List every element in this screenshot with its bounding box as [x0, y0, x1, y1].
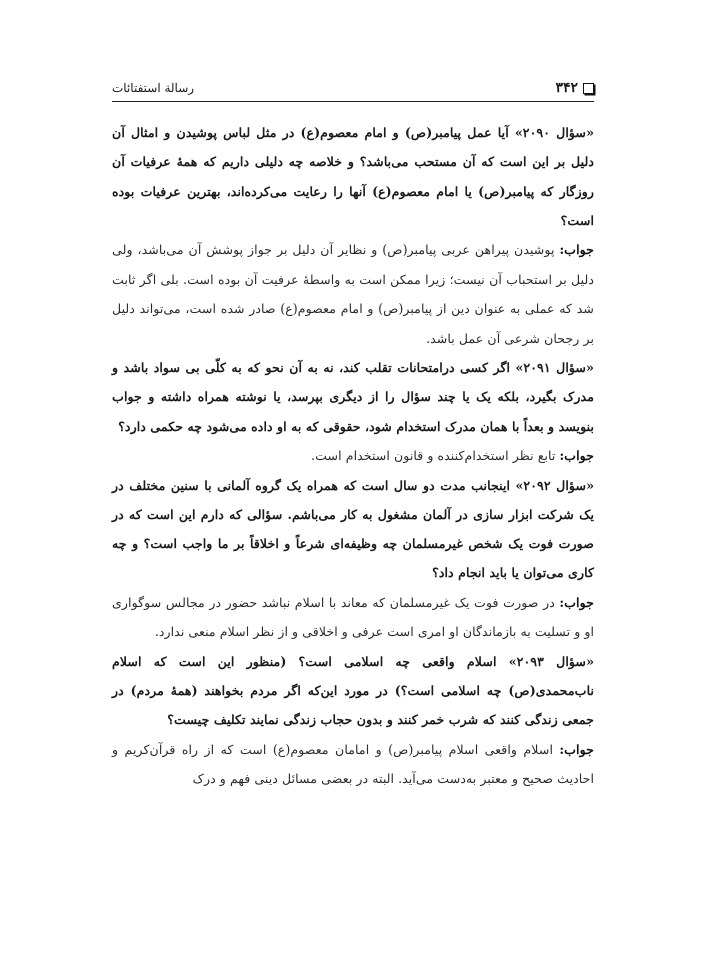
question-2090: «سؤال ۲۰۹۰» آیا عمل پیامبر(ص) و امام معصوم(ع) در مثل لباس پوشیدن و امثال آن دلیل بر این است که آن مستحب می‌باشد؟ و خلاصه چه دلیلی داریم که همهٔ عرفیات آن روزگار که پیامبر(ص) یا امام معصوم(ع) آنها را رعایت می‌کرده‌اند، بهترین عرفیات بوده است؟ — [112, 125, 594, 228]
answer-text: تابع نظر استخدام‌کننده و قانون استخدام است. — [311, 448, 556, 464]
header-rule — [112, 101, 594, 102]
answer-2093 — [112, 735, 594, 794]
answer-text: پوشیدن پیراهن عربی پیامبر(ص) و نظایر آن دلیل بر جواز پوشش آن می‌باشد، ولی دلیل بر استحباب آن نیست؛ زیرا ممکن است به واسطهٔ عرفیت آن بوده است. بلی اگر ثابت شد که عملی به عنوان دین از پیامبر(ص) و امام معصوم(ع) صادر شده است، می‌تواند دلیل بر رجحان شرعی آن عمل باشد. — [112, 242, 594, 346]
question-2092: «سؤال ۲۰۹۲» اینجانب مدت دو سال است که همراه یک گروه آلمانی با سنین مختلف در یک شرکت ابزار سازی در آلمان مشغول به کار می‌باشم. سؤالی که دارم این است که در صورت فوت یک شخص غیرمسلمان چه وظیفه‌ای شرعاً و اخلاقاً بر ما واجب است؟ و چه کاری می‌توان یا باید انجام داد؟ — [112, 477, 594, 581]
question-2091: «سؤال ۲۰۹۱» اگر کسی درامتحانات تقلب کند، نه به آن نحو که به کلّی بی سواد باشد و مدرک بگیرد، بلکه یک یا چند سؤال را از دیگری بپرسد، یا نوشته همراه داشته و جواب بنویسد و بعداً با همان مدرک استخدام شود، حقوقی که به او داده می‌شود چه حکمی دارد؟ — [112, 360, 594, 434]
answer-label: جواب: — [559, 741, 594, 757]
answer-label: جواب: — [559, 448, 594, 464]
page-number: ۳۴۲ — [555, 80, 578, 96]
answer-text: در صورت فوت یک غیرمسلمان که معاند با اسلام نباشد حضور در مجالس سوگواری او و تسلیت به بازماندگان او امری است عرفی و اخلاقی و از نظر اسلام منعی ندارد. — [112, 594, 594, 640]
running-title: رسالة استفتائات — [112, 81, 195, 95]
page-body — [112, 118, 594, 794]
square-bullet-icon — [583, 83, 594, 94]
answer-label: جواب: — [559, 242, 594, 258]
page-number-group — [555, 80, 594, 96]
answer-2092 — [112, 588, 594, 647]
answer-2090 — [112, 235, 594, 353]
question-2093: «سؤال ۲۰۹۳» اسلام واقعی چه اسلامی است؟ (منظور این است که اسلام ناب‌محمدی(ص) چه اسلامی است؟) در مورد این‌که اگر مردم بخواهند (همهٔ مردم) در جمعی زندگی کنند که شرب خمر کنند و بدون حجاب زندگی نمایند تکلیف چیست؟ — [112, 653, 594, 728]
page-header — [112, 78, 594, 98]
answer-2091 — [112, 441, 594, 471]
answer-label: جواب: — [559, 594, 594, 610]
answer-text: اسلام واقعی اسلام پیامبر(ص) و امامان معصوم(ع) است که از راه قرآن‌کریم و احادیث صحیح و معتبر به‌دست می‌آید. البته در بعضی مسائل دینی فهم و درک — [112, 741, 594, 787]
